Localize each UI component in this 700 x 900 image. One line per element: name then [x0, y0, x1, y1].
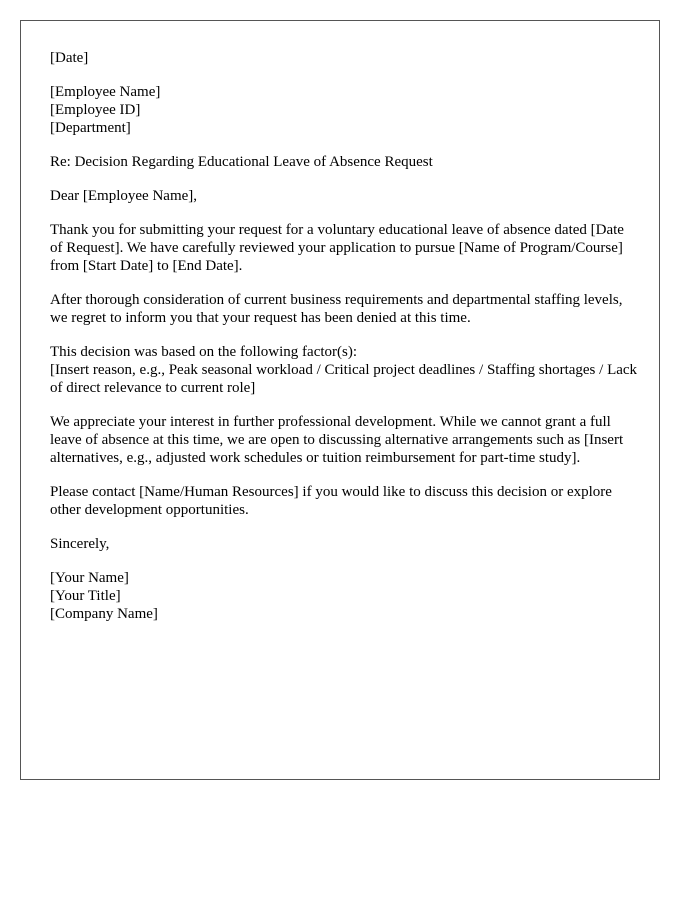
factors-detail: [Insert reason, e.g., Peak seasonal workload / Critical project deadlines / Staffing shortages / Lack of direct relevance to current role]	[50, 362, 638, 396]
signature-company: [Company Name]	[50, 606, 158, 622]
letter-date: [Date]	[50, 50, 89, 66]
paragraph-request-acknowledgement: Thank you for submitting your request for a voluntary educational leave of absence dated [Date of Request]. We have carefully reviewed your application to pursue [Name of Program/Course] from [Start Date] to [End Date].	[50, 222, 624, 274]
letter-salutation: Dear [Employee Name],	[50, 188, 198, 204]
closing-block	[50, 535, 640, 553]
recipient-name: [Employee Name]	[50, 84, 161, 100]
signature-title: [Your Title]	[50, 588, 121, 604]
factors-intro: This decision was based on the following factor(s):	[50, 344, 358, 360]
paragraph-alternatives: We appreciate your interest in further professional development. While we cannot grant a full leave of absence at this time, we are open to discussing alternative arrangements such as [Insert alternatives, e.g., adjusted work schedules or tuition reimbursement for part-time study].	[50, 414, 624, 466]
letter-subject: Re: Decision Regarding Educational Leave of Absence Request	[50, 154, 433, 170]
recipient-id: [Employee ID]	[50, 102, 141, 118]
signature-name: [Your Name]	[50, 570, 129, 586]
recipient-block	[50, 83, 640, 137]
letter-body	[50, 49, 640, 639]
letter-frame	[20, 20, 660, 780]
paragraph-decision: After thorough consideration of current business requirements and departmental staffing levels, we regret to inform you that your request has been denied at this time.	[50, 292, 623, 326]
letter-closing: Sincerely,	[50, 536, 110, 552]
paragraph-contact: Please contact [Name/Human Resources] if you would like to discuss this decision or explore other development opportunities.	[50, 484, 612, 518]
recipient-department: [Department]	[50, 120, 131, 136]
subject-block	[50, 153, 640, 171]
factors-block	[50, 343, 640, 397]
letter-date-block	[50, 49, 640, 67]
signature-block	[50, 569, 640, 623]
salutation-block	[50, 187, 640, 205]
